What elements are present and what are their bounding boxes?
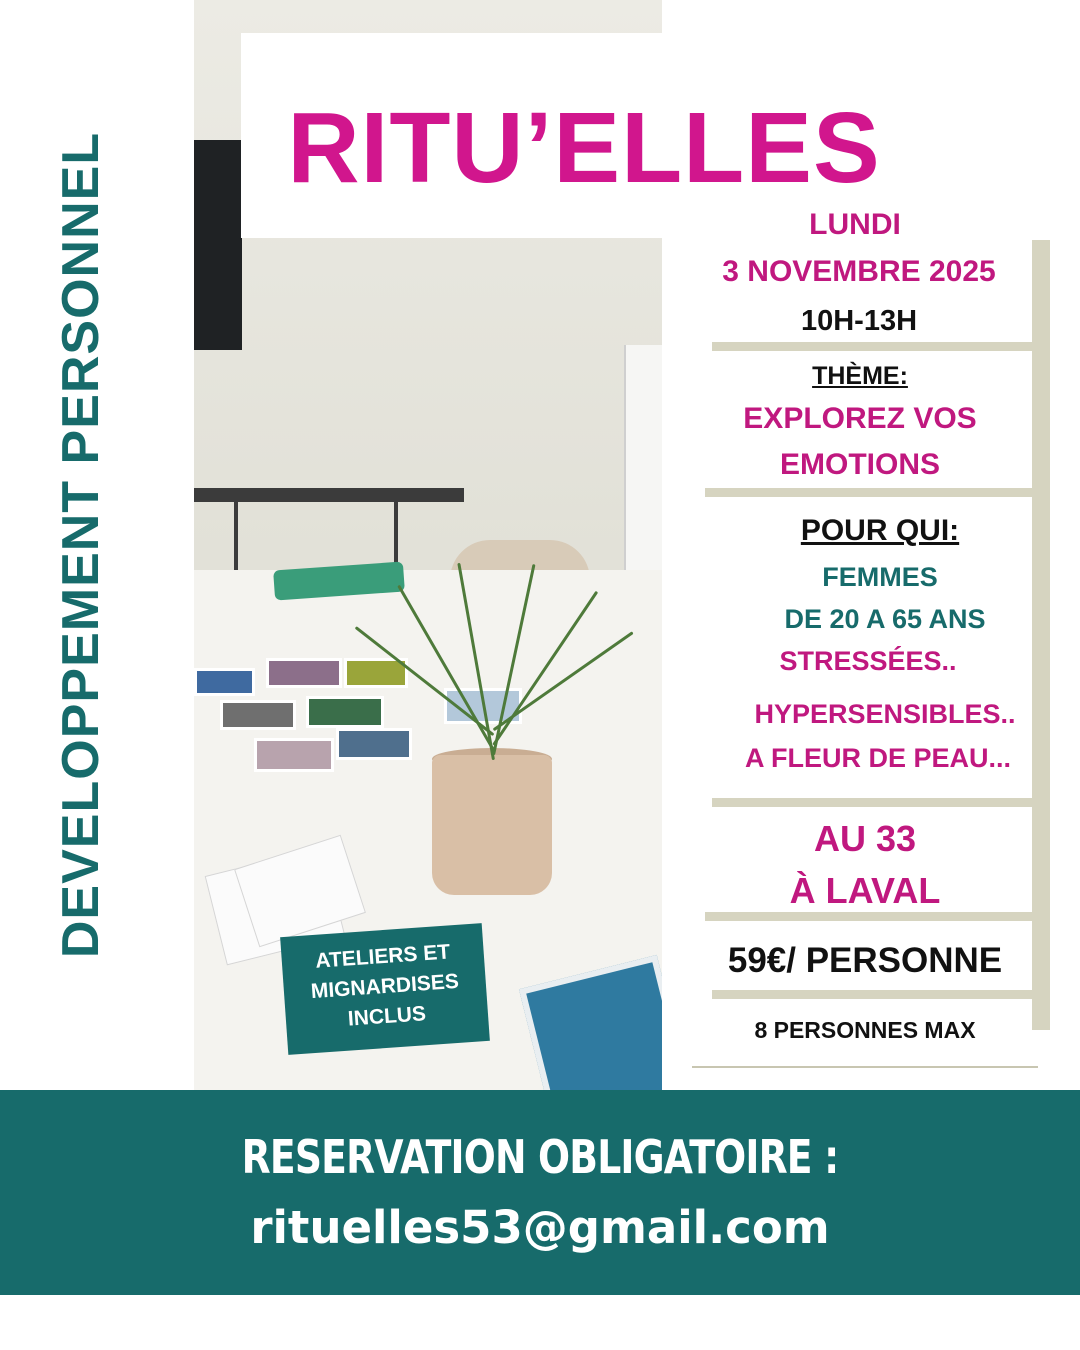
info-divider bbox=[705, 912, 1032, 921]
photo-card bbox=[306, 696, 384, 728]
photo-card bbox=[220, 700, 296, 730]
theme-line-1: EXPLOREZ VOS bbox=[743, 402, 977, 435]
audience-line-1: FEMMES bbox=[822, 562, 938, 592]
included-badge bbox=[280, 923, 490, 1055]
location-line-2: À LAVAL bbox=[789, 870, 941, 911]
badge-line-1: ATELIERS ET bbox=[314, 940, 451, 973]
location-line-1: AU 33 bbox=[813, 818, 917, 859]
photo-card bbox=[254, 738, 334, 772]
audience-line-5: A FLEUR DE PEAU... bbox=[744, 743, 1012, 773]
info-rail bbox=[1032, 240, 1050, 1030]
event-time: 10H-13H bbox=[800, 305, 918, 337]
badge-line-2: MIGNARDISES bbox=[310, 969, 460, 1004]
audience-label: POUR QUI: bbox=[800, 514, 960, 547]
photo-table-leg bbox=[234, 500, 238, 570]
price: 59€/ PERSONNE bbox=[727, 941, 1003, 980]
theme-line-2: EMOTIONS bbox=[779, 448, 940, 481]
event-day: LUNDI bbox=[809, 208, 901, 241]
info-divider bbox=[712, 342, 1032, 351]
info-divider bbox=[705, 488, 1032, 497]
photo-card bbox=[266, 658, 342, 688]
photo-card bbox=[194, 668, 255, 696]
photo-table-leg bbox=[394, 500, 398, 570]
badge-line-3: INCLUS bbox=[347, 1002, 427, 1031]
audience-line-2: DE 20 A 65 ANS bbox=[784, 604, 986, 634]
capacity: 8 PERSONNES MAX bbox=[754, 1017, 976, 1043]
main-title: RITU’ELLES bbox=[287, 92, 881, 204]
reservation-title: RESERVATION OBLIGATOIRE : bbox=[241, 1130, 839, 1184]
side-title: DEVELOPPEMENT PERSONNEL bbox=[52, 131, 110, 959]
footer-banner bbox=[0, 1090, 1080, 1295]
info-divider bbox=[712, 990, 1032, 999]
info-divider bbox=[712, 798, 1032, 807]
photo-plant-pot bbox=[432, 755, 552, 895]
theme-label: THÈME: bbox=[812, 362, 908, 390]
photo-card bbox=[336, 728, 412, 760]
info-bottom-line bbox=[692, 1066, 1038, 1068]
photo-screen bbox=[194, 140, 242, 350]
event-date: 3 NOVEMBRE 2025 bbox=[722, 255, 996, 288]
audience-line-3: STRESSÉES.. bbox=[779, 646, 957, 676]
photo-whiteboard bbox=[624, 345, 662, 575]
audience-line-4: HYPERSENSIBLES.. bbox=[754, 699, 1016, 729]
contact-email[interactable]: rituelles53@gmail.com bbox=[250, 1201, 830, 1254]
